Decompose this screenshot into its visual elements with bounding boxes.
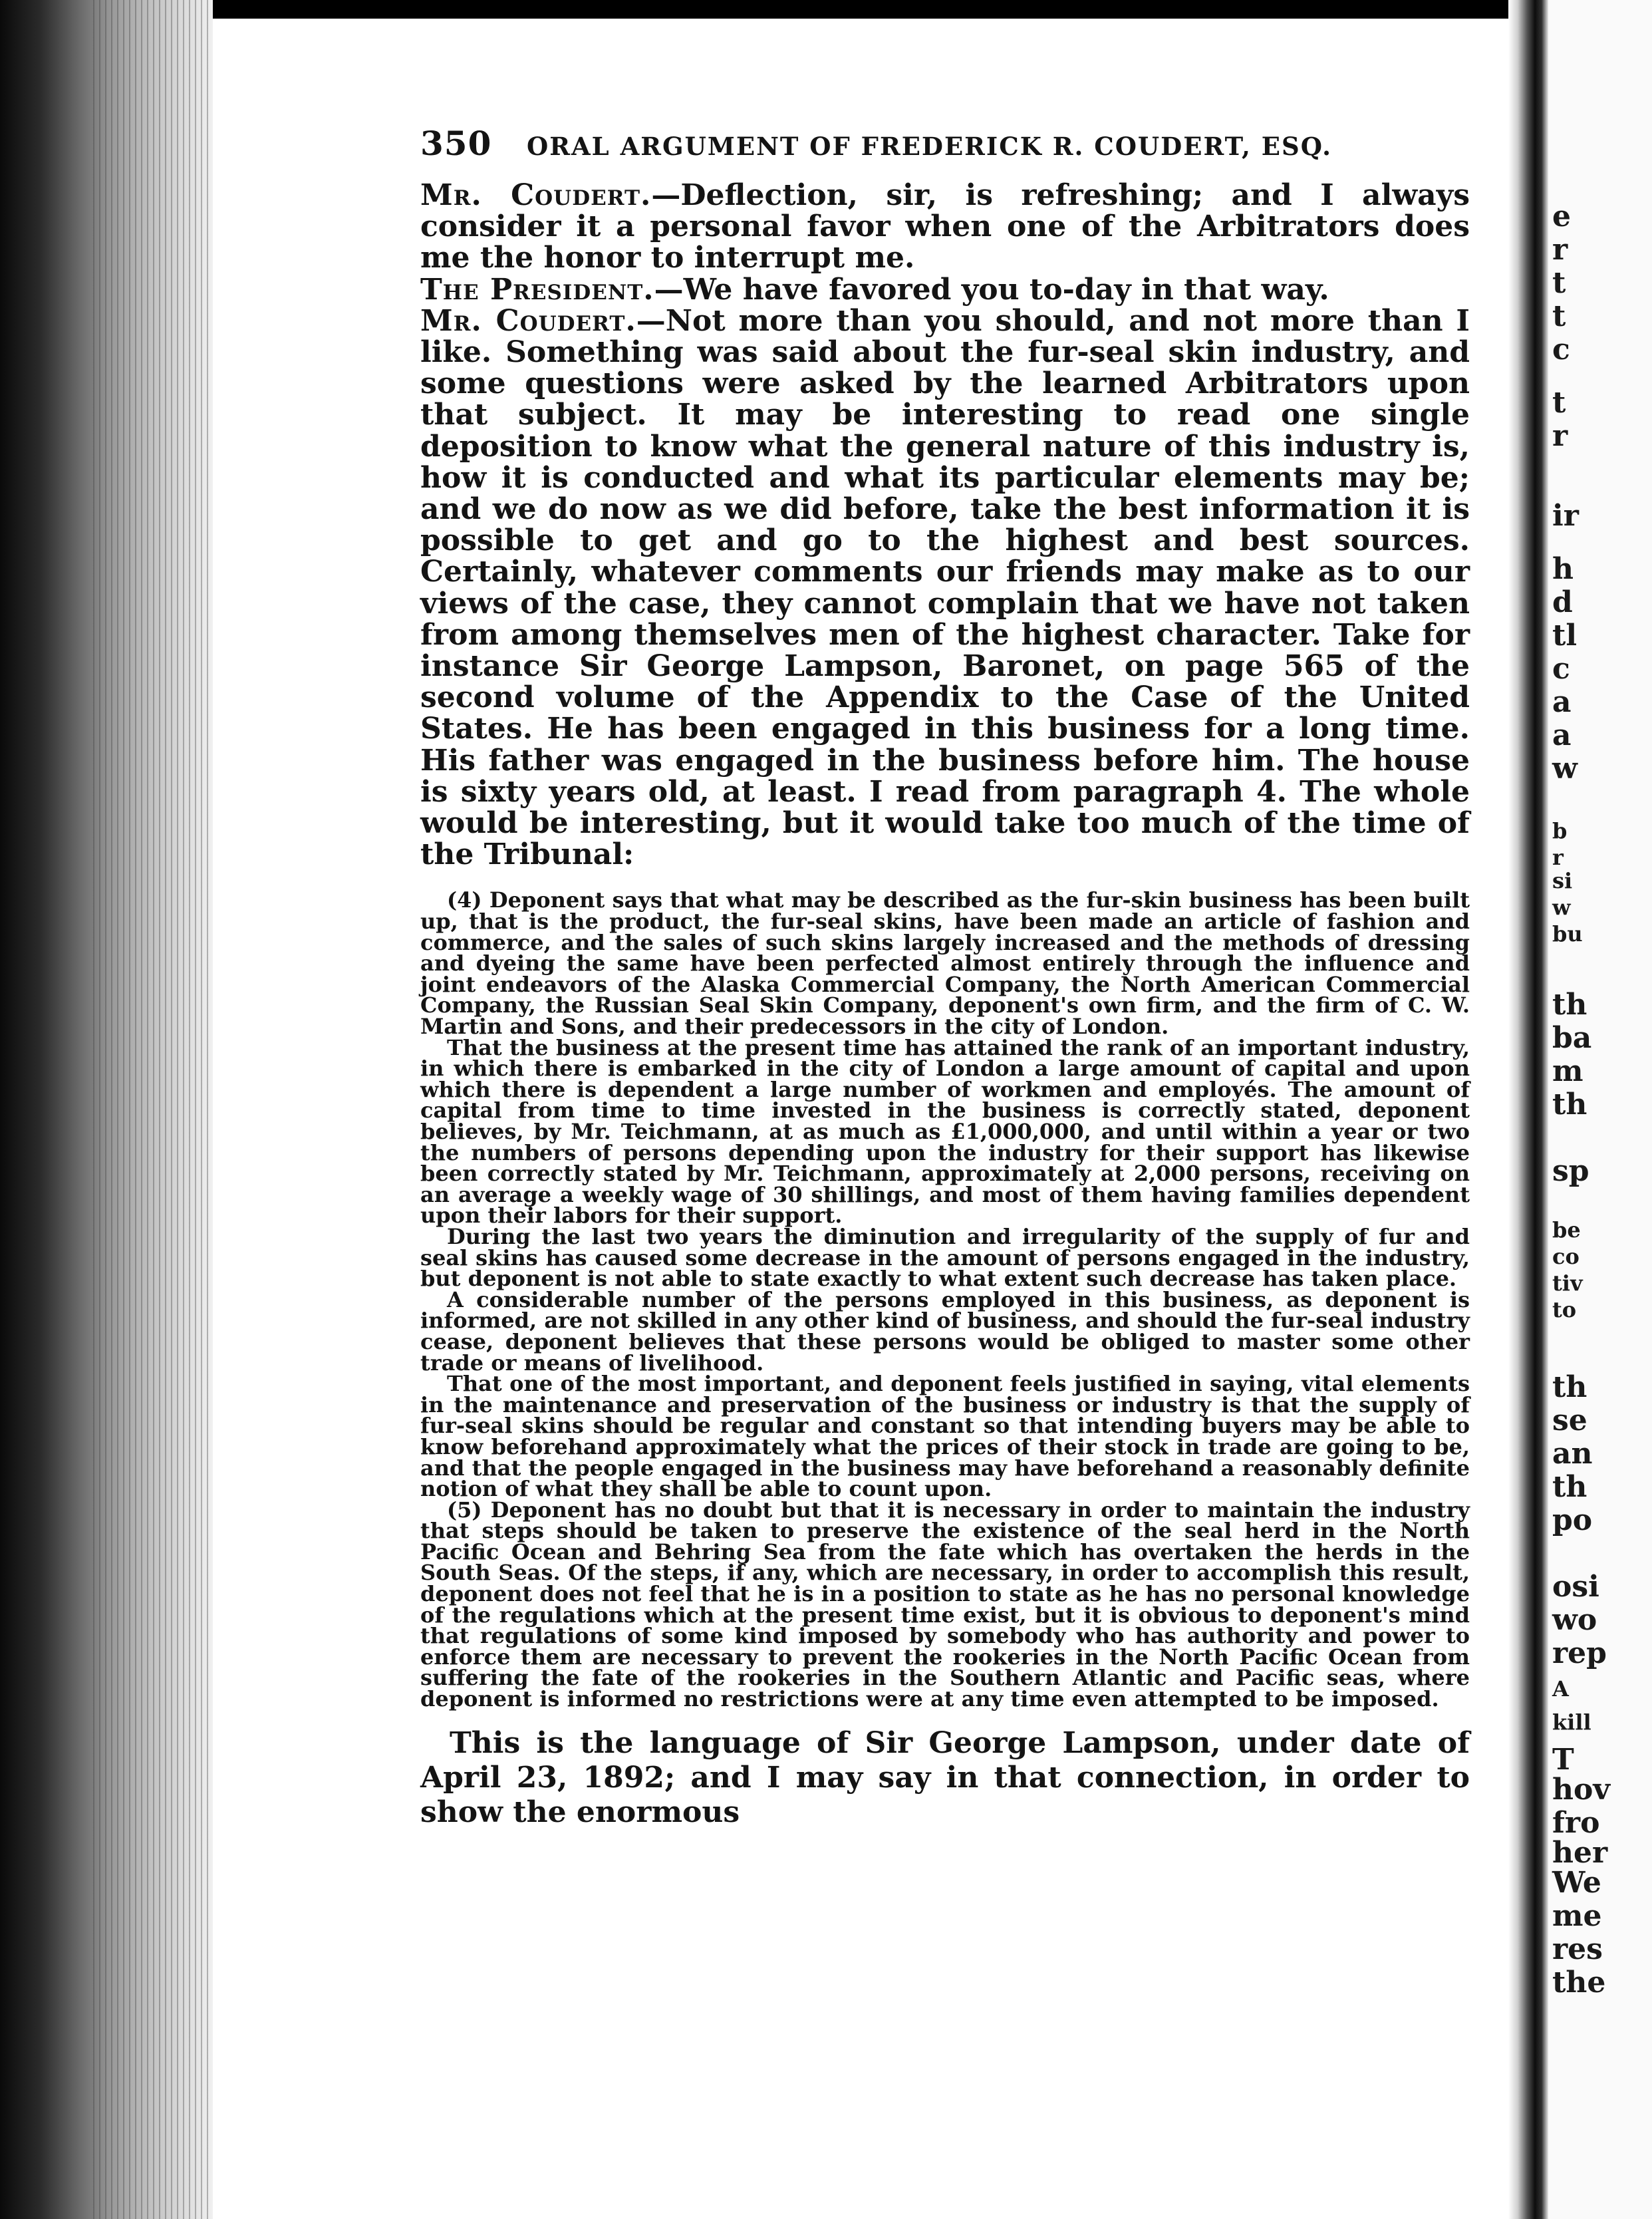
facing-page-text-fragment: a [1552, 685, 1572, 719]
facing-page-text-fragment: d [1552, 585, 1573, 619]
facing-page-text-fragment: rep [1552, 1636, 1607, 1670]
facing-page-text-fragment: t [1552, 386, 1566, 420]
facing-page-text-fragment: tiv [1552, 1270, 1583, 1296]
deposition-quote [420, 887, 1470, 1712]
running-head: ORAL ARGUMENT OF FREDERICK R. COUDERT, ESQ. [527, 132, 1332, 161]
facing-page-text-fragment: to [1552, 1297, 1577, 1322]
paragraph-text: —Not more than you should, and not more than I like. Something was said about the fur-seal skin industry, and some questions were asked by the learned Arbitrators upon that subject. It may be interesting to read one single deposition to know what the general nature of this industry is, how it is conducted and what its particular elements may be; and we do now as we did before, take the best information it is possible to get and go to the highest and best sources. Certainly, whatever comments our friends may make as to our views of the case, they cannot complain that we have not taken from among themselves men of the highest character. Take for instance Sir George Lampson, Baronet, on page 565 of the second volume of the Appendix to the Case of the United States. He has been engaged in this business for a long time. His father was engaged in the business before him. The house is sixty years old, at least. I read from paragraph 4. The whole would be interesting, but it would take too much of the time of the Tribunal: [420, 303, 1470, 872]
facing-page-text-fragment: me [1552, 1899, 1602, 1933]
quote-paragraph: A considerable number of the persons employed in this business, as deponent is informed, are not skilled in any other kind of business, and should the fur-seal industry cease, deponent believes that these persons would be obliged to master some other trade or means of livelihood. [420, 1286, 1470, 1376]
facing-page-text-fragment: We [1552, 1866, 1601, 1900]
speaker-name: Mr. Coudert. [420, 303, 636, 338]
facing-page-text-fragment: c [1552, 333, 1570, 367]
facing-page-text-fragment: T [1552, 1743, 1574, 1777]
facing-page-text-fragment: wo [1552, 1603, 1597, 1637]
quote-paragraph: That the business at the present time has attained the rank of an important industry, in which there is embarked in the city of London a large amount of capital and upon which there is dependent a large number of workmen and employés. The amount of capital from time to time invested in the business is correctly stated, deponent believes, by Mr. Teichmann, at as much as £1,000,000, and until within a year or two the numbers of persons depending upon the industry for their support has likewise been correctly stated by Mr. Teichmann, approximately at 2,000 persons, receiving on an average a weekly wage of 30 shillings, and most of them having families dependent upon their labors for their support. [420, 1034, 1470, 1229]
facing-page-text-fragment: w [1552, 752, 1578, 786]
facing-page-text-fragment: hov [1552, 1773, 1610, 1807]
facing-page-text-fragment: se [1552, 1404, 1587, 1437]
facing-page-text-fragment: osi [1552, 1570, 1599, 1604]
paragraph-1 [420, 180, 1470, 274]
paragraph-2 [420, 274, 1470, 305]
paragraph-text: —Deflection, sir, is refreshing; and I always consider it a personal favor when one of the Arbitrators does me the honor to interrupt me. [420, 178, 1470, 275]
facing-page-text-fragment: co [1552, 1244, 1580, 1269]
facing-page-text-fragment: h [1552, 552, 1574, 586]
facing-page-text-fragment: the [1552, 1966, 1606, 1999]
facing-page-text-fragment: be [1552, 1217, 1581, 1243]
facing-page-text-fragment: th [1552, 1088, 1587, 1121]
facing-page-text-fragment: her [1552, 1836, 1608, 1870]
facing-page-text-fragment: A [1552, 1676, 1569, 1701]
facing-page-text-fragment: tl [1552, 619, 1578, 653]
page-number: 350 [420, 124, 492, 163]
facing-page-text-fragment: r [1552, 233, 1568, 267]
quote-paragraph: During the last two years the diminution and irregularity of the supply of fur and seal skins has caused some decrease in the amount of persons engaged in the industry, but deponent is not able to state exactly to what extent such decrease has taken place. [420, 1223, 1470, 1292]
facing-page-text-fragment: th [1552, 1370, 1587, 1404]
facing-page-text-fragment: bu [1552, 921, 1583, 947]
facing-page-text-fragment: ir [1552, 499, 1579, 533]
page-edge-stripes [93, 0, 213, 2219]
closing-paragraph: This is the language of Sir George Lampson, under date of April 23, 1892; and I may say in that connection, in order to show the enormous [420, 1725, 1470, 1829]
book-page-edges [0, 0, 213, 2219]
facing-page-text-fragment: c [1552, 652, 1570, 686]
paragraph-text: —We have favored you to-day in that way. [654, 272, 1329, 307]
book-page [420, 120, 1470, 1830]
facing-page-text-fragment: w [1552, 895, 1571, 920]
facing-page-text-fragment: res [1552, 1932, 1603, 1966]
facing-page-text-fragment: t [1552, 266, 1566, 300]
page-header [420, 120, 1470, 166]
scan-top-edge [0, 0, 1652, 19]
facing-page-text-fragment: po [1552, 1503, 1593, 1537]
closing-text [420, 1726, 1470, 1830]
facing-page-text-fragment: si [1552, 868, 1573, 893]
quote-paragraph: (4) Deponent says that what may be described as the fur-skin business has been built up, that is the product, the fur-seal skins, have been made an article of fashion and commerce, and the sales of such skins largely increased and the methods of dressing and dyeing the same have been perfected almost entirely through the influence and joint endeavors of the Alaska Commercial Company, the North American Commercial Company, the Russian Seal Skin Company, deponent's own firm, and the firm of C. W. Martin and Sons, and their predecessors in the city of London. [420, 887, 1470, 1040]
book-gutter [1508, 0, 1548, 2219]
facing-page-text-fragment: an [1552, 1437, 1593, 1471]
facing-page-text-fragment: th [1552, 1470, 1587, 1504]
facing-page-text-fragment: r [1552, 845, 1564, 870]
facing-page-text-fragment: m [1552, 1054, 1583, 1088]
facing-page-text-fragment: sp [1552, 1154, 1589, 1188]
quote-paragraph: (5) Deponent has no doubt but that it is necessary in order to maintain the industry that steps should be taken to preserve the existence of the seal herd in the North Pacific Ocean and Behring Sea from the fate which has overtaken the herds in the South Seas. Of the steps, if any, which are necessary, in order to accomplish this result, deponent does not feel that he is in a position to state as he has no personal knowledge of the regulations which at the present time exist, but it is obvious to deponent's mind that regulations of some kind imposed by somebody who has authority and power to enforce them are necessary to prevent the rookeries in the North Pacific Ocean from suffering the fate of the rookeries in the Southern Atlantic and Pacific seas, where deponent is informed no restrictions were at any time even attempted to be imposed. [420, 1497, 1470, 1712]
facing-page-fragment [1548, 0, 1652, 2219]
facing-page-text-fragment: t [1552, 299, 1566, 333]
facing-page-text-fragment: a [1552, 718, 1572, 752]
facing-page-text-fragment: r [1552, 419, 1568, 453]
facing-page-text-fragment: fro [1552, 1806, 1600, 1840]
facing-page-text-fragment: e [1552, 200, 1571, 233]
facing-page-text-fragment: ba [1552, 1021, 1592, 1055]
facing-page-text-fragment: b [1552, 818, 1568, 843]
main-text [420, 180, 1470, 870]
quote-paragraph: That one of the most important, and deponent feels justified in saying, vital elements in the maintenance and preservation of the business or industry is that the supply of fur-seal skins should be regular and constant so that intending buyers may be able to know beforehand approximately what the prices of their stock in trade are going to be, and that the people engaged in the business may have beforehand a reasonably definite notion of what they shall be able to count upon. [420, 1371, 1470, 1502]
paragraph-3 [420, 305, 1470, 871]
facing-page-text-fragment: kill [1552, 1709, 1591, 1735]
facing-page-text-fragment: th [1552, 988, 1587, 1022]
speaker-name: The President. [420, 272, 654, 307]
speaker-name: Mr. Coudert. [420, 178, 652, 212]
